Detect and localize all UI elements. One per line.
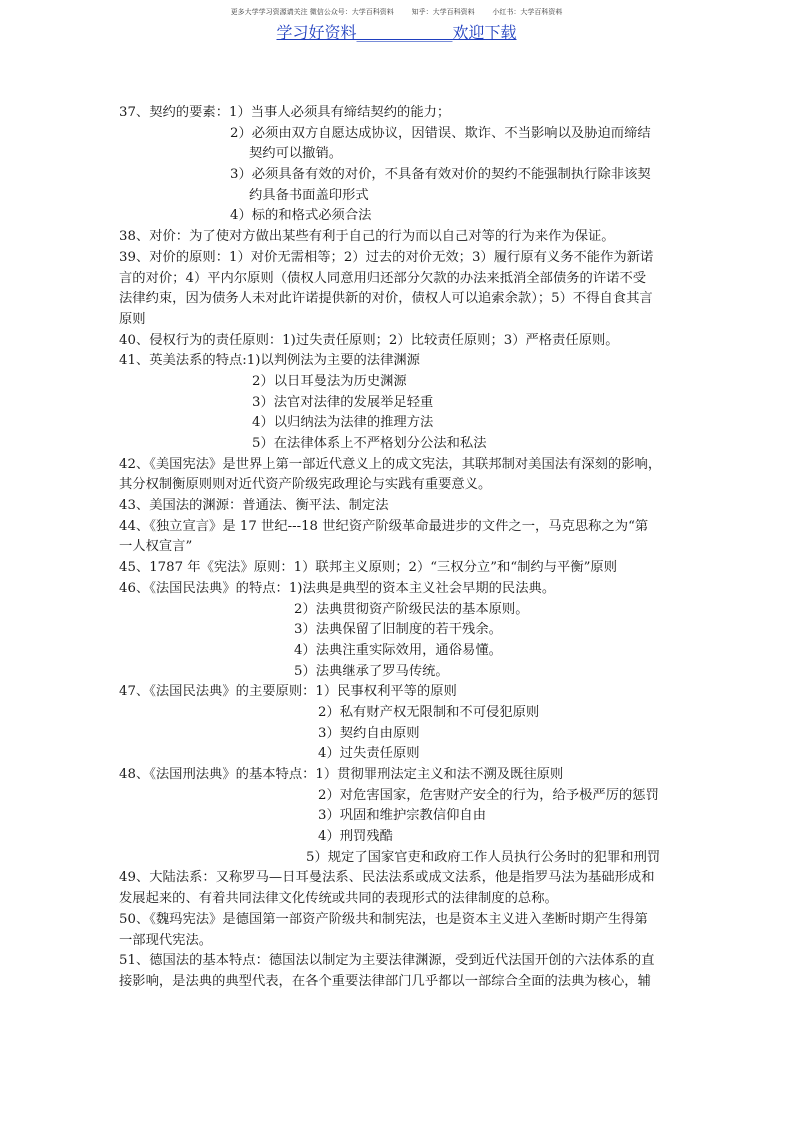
- text-line: 2）必须由双方自愿达成协议，因错误、欺诈、不当影响以及胁迫而缔结: [230, 125, 651, 141]
- text-line: 3）法典保留了旧制度的若干残余。: [294, 622, 502, 638]
- text-line: 47、《法国民法典》的主要原则：1）民事权利平等的原则: [119, 684, 457, 700]
- text-line: 46、《法国民法典》的特点：1)法典是典型的资本主义社会早期的民法典。: [119, 580, 556, 596]
- text-line: 4）刑罚残酷: [318, 829, 393, 845]
- text-line: 契约可以撤销。: [249, 146, 343, 162]
- text-line: 2）私有财产权无限制和不可侵犯原则: [318, 704, 540, 720]
- text-line: 3）法官对法律的发展举足轻重: [252, 394, 434, 410]
- text-line: 一人权宣言”: [119, 539, 193, 555]
- text-line: 3）契约自由原则: [318, 725, 420, 741]
- text-line: 43、美国法的渊源：普通法、衡平法、制定法: [119, 498, 389, 514]
- text-line: 3）巩固和维护宗教信仰自由: [318, 808, 487, 824]
- text-line: 51、德国法的基本特点：德国法以制定为主要法律渊源，受到近代法国开创的六法体系的直: [119, 953, 655, 969]
- text-line: 38、对价：为了使对方做出某些有利于自己的行为而以自己对等的行为来作为保证。: [119, 229, 615, 245]
- text-line: 37、契约的要素：1）当事人必须具有缔结契约的能力；: [119, 105, 451, 120]
- text-line: 原则: [119, 311, 146, 327]
- text-line: 40、侵权行为的责任原则：1)过失责任原则；2）比较责任原则；3）严格责任原则。: [119, 332, 619, 348]
- text-line: 约具备书面盖印形式: [249, 187, 369, 203]
- header-link[interactable]: 学习好资料____________欢迎下载: [276, 23, 517, 42]
- text-line: 48、《法国刑法典》的基本特点：1）贯彻罪刑法定主义和法不溯及既往原则: [119, 767, 564, 782]
- text-line: 接影响，是法典的典型代表，在各个重要法律部门几乎都以一部综合全面的法典为核心，辅: [119, 973, 651, 989]
- text-line: 2）以日耳曼法为历史渊源: [252, 373, 407, 389]
- text-line: 4）法典注重实际效用，通俗易懂。: [294, 642, 502, 658]
- text-line: 39、对价的原则：1）对价无需相等；2）过去的对价无效；3）履行原有义务不能作为新诺: [119, 249, 654, 265]
- text-line: 45、1787 年《宪法》原则：1）联邦主义原则；2）“三权分立”和“制约与平衡”原则: [119, 560, 618, 576]
- text-line: 5）法典继承了罗马传统。: [294, 663, 449, 679]
- text-line: 4）标的和格式必须合法: [230, 208, 372, 224]
- text-line: 一部现代宪法。: [119, 932, 213, 948]
- text-line: 4）以归纳法为法律的推理方法: [252, 415, 434, 431]
- text-line: 5）在法律体系上不严格划分公法和私法: [252, 436, 487, 451]
- text-line: 3）必须具备有效的对价，不具备有效对价的契约不能强制执行除非该契: [230, 167, 651, 183]
- text-line: 4）过失责任原则: [318, 746, 420, 762]
- text-line: 41、英美法系的特点:1)以判例法为主要的法律渊源: [119, 353, 420, 369]
- text-line: 42、《美国宪法》是世界上第一部近代意义上的成文宪法，其联邦制对美国法有深刻的影响，: [119, 456, 662, 472]
- text-line: 言的对价；4）平内尔原则（债权人同意用归还部分欠款的办法来抵消全部债务的许诺不受: [119, 270, 647, 286]
- text-line: 5）规定了国家官吏和政府工作人员执行公务时的犯罪和刑罚: [306, 849, 661, 865]
- text-line: 法律约束，因为债务人未对此许诺提供新的对价，债权人可以追索余款）；5）不得自食其言: [119, 291, 653, 307]
- text-line: 2）对危害国家，危害财产安全的行为，给予极严厉的惩罚: [318, 787, 659, 803]
- text-line: 其分权制衡原则则对近代资产阶级宪政理论与实践有重要意义。: [119, 477, 492, 493]
- text-line: 44、《独立宣言》是 17 世纪---18 世纪资产阶级革命最进步的文件之一，马克思称之为“第: [119, 518, 649, 534]
- text-line: 发展起来的、有着共同法律文化传统或共同的表现形式的法律制度的总称。: [119, 891, 558, 907]
- text-line: 2）法典贯彻资产阶级民法的基本原则。: [294, 601, 529, 617]
- document-body: [119, 103, 675, 993]
- top-banner: 更多大学学习资源请关注 微信公众号：大学百科资料 知乎：大学百科资料 小红书：大学百科资料: [230, 8, 563, 16]
- text-line: 50、《魏玛宪法》是德国第一部资产阶级共和制宪法，也是资本主义进入垄断时期产生得第: [119, 911, 648, 927]
- text-line: 49、大陆法系：又称罗马—日耳曼法系、民法法系或成文法系，他是指罗马法为基础形成和: [119, 870, 655, 886]
